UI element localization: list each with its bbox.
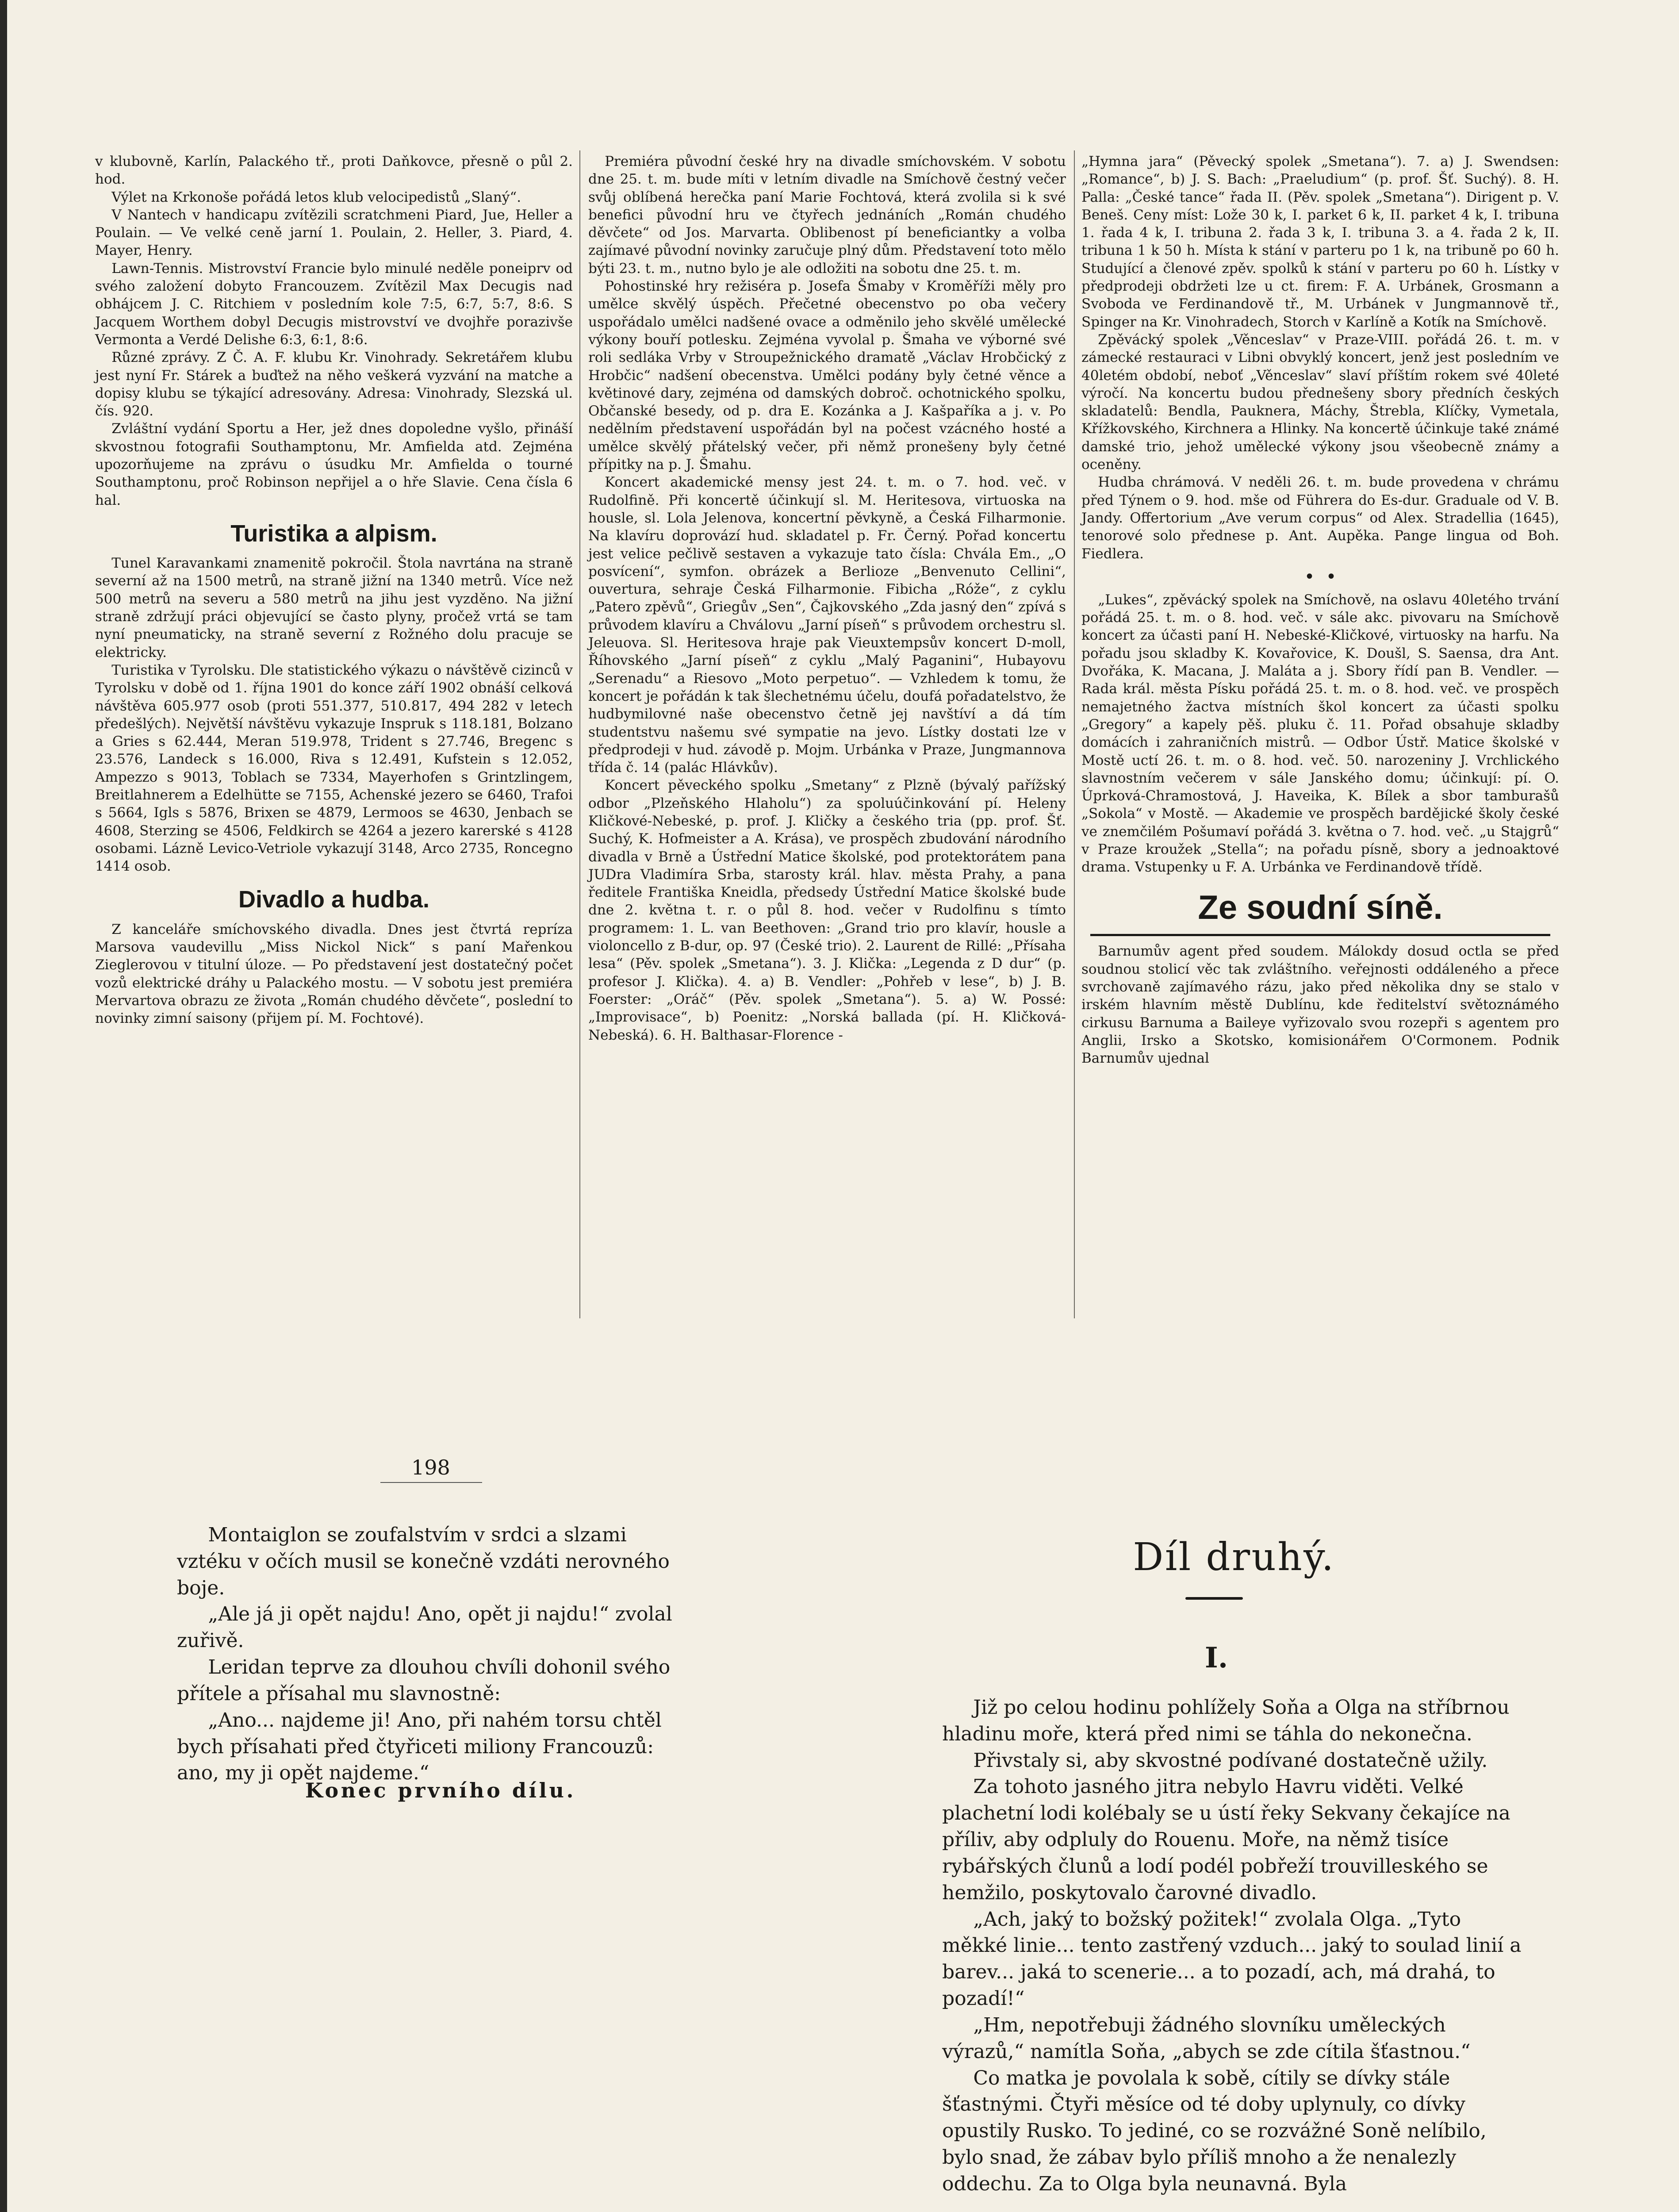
novel-left-column xyxy=(177,1522,681,1786)
novel-right-column xyxy=(942,1694,1526,2197)
news-column-3 xyxy=(1081,153,1559,1067)
news-paragraph: V Nantech v handicapu zvítězili scratchmeni Piard, Jue, Heller a Poulain. — Ve velké ceně jarní 1. Poulain, 2. Heller, 3. Piard, 4. Mayer, Henry. xyxy=(95,207,573,259)
section-heading-turistika: Turistika a alpism. xyxy=(230,520,437,547)
novel-paragraph: Již po celou hodinu pohlížely Soňa a Olga na stříbrnou hladinu moře, která před nimi se táhla do nekonečna. xyxy=(942,1696,1510,1745)
scan-edge xyxy=(0,0,7,2212)
novel-paragraph: Leridan teprve za dlouhou chvíli dohonil svého přítele a přísahal mu slavnostně: xyxy=(177,1656,671,1705)
novel-paragraph: Přivstaly si, aby skvostné podívané dostatečně užily. xyxy=(973,1749,1488,1772)
news-paragraph: Premiéra původní české hry na divadle smíchovském. V sobotu dne 25. t. m. bude míti v letním divadle na Smíchově čestný večer svůj oblíbená herečka paní Marie Fochtová, která zvolila si k své benefici původní hru ve čtyřech jednáních „Román chudého děvčete“ od Jos. Marvarta. Oblibenost pí beneficiantky a volba zajímavé původní novinky zaručuje plný dům. Představení toto mělo býti 23. t. m., nutno bylo je ale odložiti na sobotu dne 25. t. m. xyxy=(588,154,1066,276)
news-paragraph: „Hymna jara“ (Pěvecký spolek „Smetana“). 7. a) J. Swendsen: „Romance“, b) J. S. Bach: „Praeludium“ (p. prof. Šť. Suchý). 8. H. Palla: „České tance“ řada II. (Pěv. spolek „Smetana“). Dirigent p. V. Beneš. Ceny míst: Lože 30 k, I. parket 6 k, II. parket 4 k, I. tribuna 1. řada 4 k, I. tribuna 2. řada 3 k, I. tribuna 3. a 4. řada 2 k, II. tribuna 1 k 50 h. Místa k stání v parteru po 1 k, na tribuně po 60 h. Studující a členové zpěv. spolků k stání v parteru po 60 h. Lístky v předprodeji obdržeti lze u ct. firem: F. A. Urbánek, Grosmann a Svoboda ve Ferdinandově tř., M. Urbánek v Jungmannově tř., Spinger na Kr. Vinohradech, Storch v Karlíně a Kotík na Smíchově. xyxy=(1081,154,1559,330)
news-paragraph: Různé zprávy. Z Č. A. F. klubu Kr. Vinohrady. Sekretářem klubu jest nyní Fr. Stárek a buďtež na něho veškerá vyzvání na matche a dopisy klubu se týkající adresovány. Adresa: Vinohrady, Slezská ul. čís. 920. xyxy=(95,349,573,419)
section-heading-divadlo: Divadlo a hudba. xyxy=(238,886,430,913)
part-title: Díl druhý. xyxy=(1133,1535,1335,1579)
news-paragraph: Koncert akademické mensy jest 24. t. m. o 7. hod. več. v Rudolfině. Při koncertě účinkují sl. M. Heritesova, virtuoska na housle, sl. Lola Jelenova, koncertní pěvkyně, a Česká Filharmonie. Na klavíru doprovází hud. skladatel p. Fr. Černý. Pořad koncertu jest velice pečlivě sestaven a vykazuje tato čísla: Chvála Em., „O posvícení“, symfon. obrázek a Berlioze „Benvenuto Cellini“, ouvertura, sehraje Česká Filharmonie. Fibicha „Róže“, z cyklu „Patero zpěvů“, Griegův „Sen“, Čajkovského „Zda jasný den“ zpívá s průvodem klavíru a Chválovu „Jarní píseň“ s průvodem orchestru sl. Jeleuova. Sl. Heritesova hraje pak Vieuxtempsův koncert D-moll, Říhovského „Jarní píseň“ z cyklu „Malý Paganini“, Hubayovu „Serenadu“ a Riesovo „Moto perpetuo“. — Vzhledem k tomu, že koncert je pořádán k tak šlechetnému účelu, doufá pořadatelstvo, že hudbymilovné naše obecenstvo četně jej navštíví a dá tím studentstvu našemu své sympatie na jevo. Lístky dostati lze v předprodeji v hud. závodě p. Mojm. Urbánka v Praze, Jungmannova třída č. 14 (palác Hlávkův). xyxy=(588,474,1066,776)
page-number: 198 xyxy=(411,1455,450,1479)
section-heading-soudni: Ze soudní síně. xyxy=(1198,888,1443,926)
news-paragraph: Hudba chrámová. V neděli 26. t. m. bude provedena v chrámu před Týnem o 9. hod. mše od Führera do Es-dur. Graduale od V. B. Jandy. Offertorium „Ave verum corpus“ od Alex. Stradellia (1645), tenorové solo přednese p. Ant. Aupěka. Pange lingua od Boh. Fiedlera. xyxy=(1081,474,1559,562)
news-column-2 xyxy=(588,153,1066,1044)
heading-rule xyxy=(1090,934,1550,936)
novel-paragraph: Co matka je povolala k sobě, cítily se dívky stále šťastnými. Čtyři měsíce od té doby uplynuly, co dívky opustily Rusko. To jediné, co se rozvážné Soně nelíbilo, bylo snad, že zábav bylo příliš mnoho a že nenalezly oddechu. Za to Olga byla neunavná. Byla xyxy=(942,2066,1487,2195)
news-paragraph: Barnumův agent před soudem. Málokdy dosud octla se před soudnou stolicí věc tak zvláštního. veřejnosti oddáleného a přece svrchovaně zajímavého rázu, jako před několika dny se stalo v irském hlavním městě Dublínu, kde ředitelství světoznámého cirkusu Barnuma a Baileye vyřizovalo svou rozepři s agentem pro Anglii, Irsko a Skotsko, komisionářem O'Cormonem. Podnik Barnumův ujednal xyxy=(1081,943,1559,1067)
news-paragraph: Tunel Karavankami znamenitě pokročil. Štola navrtána na straně severní až na 1500 metrů, na straně jižní na 1340 metrů. Více než 500 metrů na severu a 580 metrů na jihu jest vyzděno. Na jižní straně zdržují práci objevující se často plyny, pročež vrtá se tam nyní pneumaticky, na straně severní z Rožného dolu pracuje se elektricky. xyxy=(95,555,573,661)
column-rule xyxy=(1074,150,1075,1318)
news-paragraph: Koncert pěveckého spolku „Smetany“ z Plzně (bývalý pařížský odbor „Plzeňského Hlaholu“) za spoluúčinkování pí. Heleny Kličkové-Nebeské, p. prof. J. Kličky a českého tria (pp. prof. Šť. Suchý, K. Hofmeister a A. Krása), ve prospěch zbudování národního divadla v Brně a Ústřední Matice školské, pod protektorátem pana JUDra Vladimíra Srba, starosty král. hlav. města Prahy, a pana ředitele Františka Kneidla, předsedy Ústřední Matice školské bude dne 2. května t. r. o půl 8. hod. večer v Rudolfinu s tímto programem: 1. L. van Beethoven: „Grand trio pro klavír, housle a violoncello z B-dur, op. 97 (České trio). 2. Laurent de Rillé: „Přísaha lesa“ (Pěv. spolek „Smetana“). 3. J. Klička: „Legenda z D dur“ (p. profesor J. Klička). 4. a) B. Vendler: „Pohřeb v lese“, b) J. B. Foerster: „Oráč“ (Pěv. spolek „Smetana“). 5. a) W. Possé: „Improvisace“, b) Poenitz: „Norská ballada (pí. H. Kličková-Nebeská). 6. H. Balthasar-Florence - xyxy=(588,777,1066,1043)
news-paragraph: Turistika v Tyrolsku. Dle statistického výkazu o návštěvě cizinců v Tyrolsku v době od 1. října 1901 do konce září 1902 obnáší celková návštěva 605.977 osob (proti 551.377, 510.817, 494 282 v letech předešlých). Největší návštěvu vykazuje Inspruk s 118.181, Bolzano a Gries s 62.444, Meran 519.978, Trident s 27.746, Bregenc s 23.576, Landeck s 16.000, Riva s 12.491, Kufstein s 12.052, Ampezzo s 9013, Toblach se 7334, Mayerhofen s Grintzlingem, Breitlahnerem a Edelhütte se 7155, Achenské jezero se 6460, Trafoi s 5664, Igls s 5876, Brixen se 4879, Lermoos se 4630, Jenbach se 4608, Sterzing se 4506, Feldkirch se 4264 a jezero karerské s 4128 osobami. Lázně Levico-Vetriole vykazují 3148, Arco 2735, Roncegno 1414 osob. xyxy=(95,662,573,875)
page-number-rule xyxy=(380,1482,482,1483)
novel-paragraph: „Ale já ji opět najdu! Ano, opět ji najdu!“ zvolal zuřivě. xyxy=(177,1603,672,1652)
news-paragraph: Z kanceláře smíchovského divadla. Dnes jest čtvrtá repríza Marsova vaudevillu „Miss Nickol Nick“ s paní Mařenkou Zieglerovou v titulní úloze. — Po představení jest dostatečný počet vozů elektrické dráhy u Palackého mostu. — V sobotu jest premiéra Mervartova obrazu ze života „Román chudého děvčete“, poslední to novinky zimní saisony (přijem pí. M. Fochtové). xyxy=(95,921,573,1027)
news-paragraph: Výlet na Krkonoše pořádá letos klub velocipedistů „Slaný“. xyxy=(111,189,521,205)
news-paragraph: Lawn-Tennis. Mistrovství Francie bylo minulé neděle poneiprv od svého založení dobyto Francouzem. Zvítězil Max Decugis nad obhájcem J. C. Ritchiem v posledním kole 7:5, 6:7, 5:7, 8:6. S Jacquem Worthem dobyl Decugis mistrovství ve dvojhře porazivše Vermonta a Verdé Delishe 6:3, 6:1, 8:6. xyxy=(95,260,573,348)
part-ending: Konec prvního dílu. xyxy=(305,1778,576,1802)
news-paragraph: Zpěvácký spolek „Věnceslav“ v Praze-VIII. pořádá 26. t. m. v zámecké restauraci v Libni obvyklý koncert, jenž jest posledním ve 40letém období, neboť „Věnceslav“ slaví příštím rokem své 40leté výročí. Na koncertu budou přednešeny sbory předních českých skladatelů: Bendla, Pauknera, Máchy, Štrebla, Klíčky, Vymetala, Křížkovského, Kirchnera a Hlinky. Na koncertě účinkuje také známé damské trio, jehož umělecké výkony jsou všeobecně známy a oceněny. xyxy=(1081,331,1559,473)
news-paragraph: v klubovně, Karlín, Palackého tř., proti Daňkovce, přesně o půl 2. hod. xyxy=(95,154,573,188)
novel-paragraph: „Hm, nepotřebuji žádného slovníku uměleckých výrazů,“ namítla Soňa, „abych se zde cítila šťastnou.“ xyxy=(942,2013,1471,2063)
column-rule xyxy=(579,150,580,1318)
news-paragraph: Zvláštní vydání Sportu a Her, jež dnes dopoledne vyšlo, přináší skvostnou fotografii Southamptonu, Mr. Amfielda atd. Zejména upozorňujeme na zprávu o úsudku Mr. Amfielda o tourné Southamptonu, proč Robinson nepřijel a o hře Slavie. Cena čísla 6 hal. xyxy=(95,421,573,508)
chapter-number: I. xyxy=(1204,1641,1228,1674)
separator-dots: • • xyxy=(1304,566,1337,587)
novel-paragraph: „Ach, jaký to božský požitek!“ zvolala Olga. „Tyto měkké linie... tento zastřený vzduch... jaký to soulad linií a barev... jaká to scenerie... a to pozadí, ach, má drahá, to pozadí!“ xyxy=(942,1908,1522,2010)
title-ornament xyxy=(1185,1597,1243,1600)
news-column-1 xyxy=(95,153,573,1027)
novel-paragraph: Montaiglon se zoufalstvím v srdci a slzami vztéku v očích musil se konečně vzdáti nerovného boje. xyxy=(177,1524,670,1599)
novel-paragraph: „Ano... najdeme ji! Ano, při nahém torsu chtěl bych přísahati před čtyřiceti miliony Francouzů: ano, my ji opět najdeme.“ xyxy=(177,1709,662,1785)
news-paragraph: Pohostinské hry režiséra p. Josefa Šmaby v Kroměříži měly pro umělce skvělý úspěch. Přečetné obecenstvo po oba večery uspořádalo umělci nadšené ovace a odměnilo jeho skvělé umělecké výkony bouří potlesku. Zejména vyvolal p. Šmaha ve výborné své roli sedláka Vrby v Stroupežnického dramatě „Václav Hrobčický z Hrobčic“ nadšení obecenstva. Umělci podány byly četné věnce a květinové dary, zejména od damských dobroč. ochotnického spolku, Občanské besedy, od p. dra E. Kozánka a J. Kašpaříka a j. v. Po nedělním představení uspořádán byl na počest vzácného hosté a umělce skvělý přátelský večer, při němž pronešeny byly četné přípitky na p. J. Šmahu. xyxy=(588,278,1066,473)
news-paragraph: „Lukes“, zpěvácký spolek na Smíchově, na oslavu 40letého trvání pořádá 25. t. m. o 8. hod. več. v sále akc. pivovaru na Smíchově koncert za účasti paní H. Nebeské-Kličkové, virtuosky na harfu. Na pořadu jsou skladby K. Kovařovice, K. Doušl, S. Saensa, dra Ant. Dvořáka, K. Macana, J. Maláta a j. Sbory řídí pan B. Vendler. — Rada král. města Písku pořádá 25. t. m. o 8. hod. več. ve prospěch nemajetného žactva místních škol koncert za účasti spolku „Gregory“ a kapely pěš. pluku č. 11. Pořad obsahuje skladby domácích i zahraničních mistrů. — Odbor Ústř. Matice školské v Mostě uctí 26. t. m. o 8. hod. več. 50. narozeniny J. Vrchlického slavnostním večerem v sále Janského domu; účinkují: pí. O. Úprková-Chramostová, J. Haveika, K. Bílek a sbor tamburašů „Sokola“ v Mostě. — Akademie ve prospěch bardějické školy české ve znemčilém Pošumaví pořádá 3. května o 7. hod. več. „u Stajgrů“ v Praze kroužek „Stella“; na pořadu písně, sbory a jednoaktové drama. Vstupenky u F. A. Urbánka ve Ferdinandově třídě. xyxy=(1081,591,1559,876)
novel-paragraph: Za tohoto jasného jitra nebylo Havru viděti. Velké plachetní lodi kolébaly se u ústí řeky Sekvany čekajíce na příliv, aby odpluly do Rouenu. Moře, na němž tisíce rybářských člunů a lodí podél pobřeží trouvilleského se hemžilo, poskytovalo čarovné divadlo. xyxy=(942,1775,1510,1904)
